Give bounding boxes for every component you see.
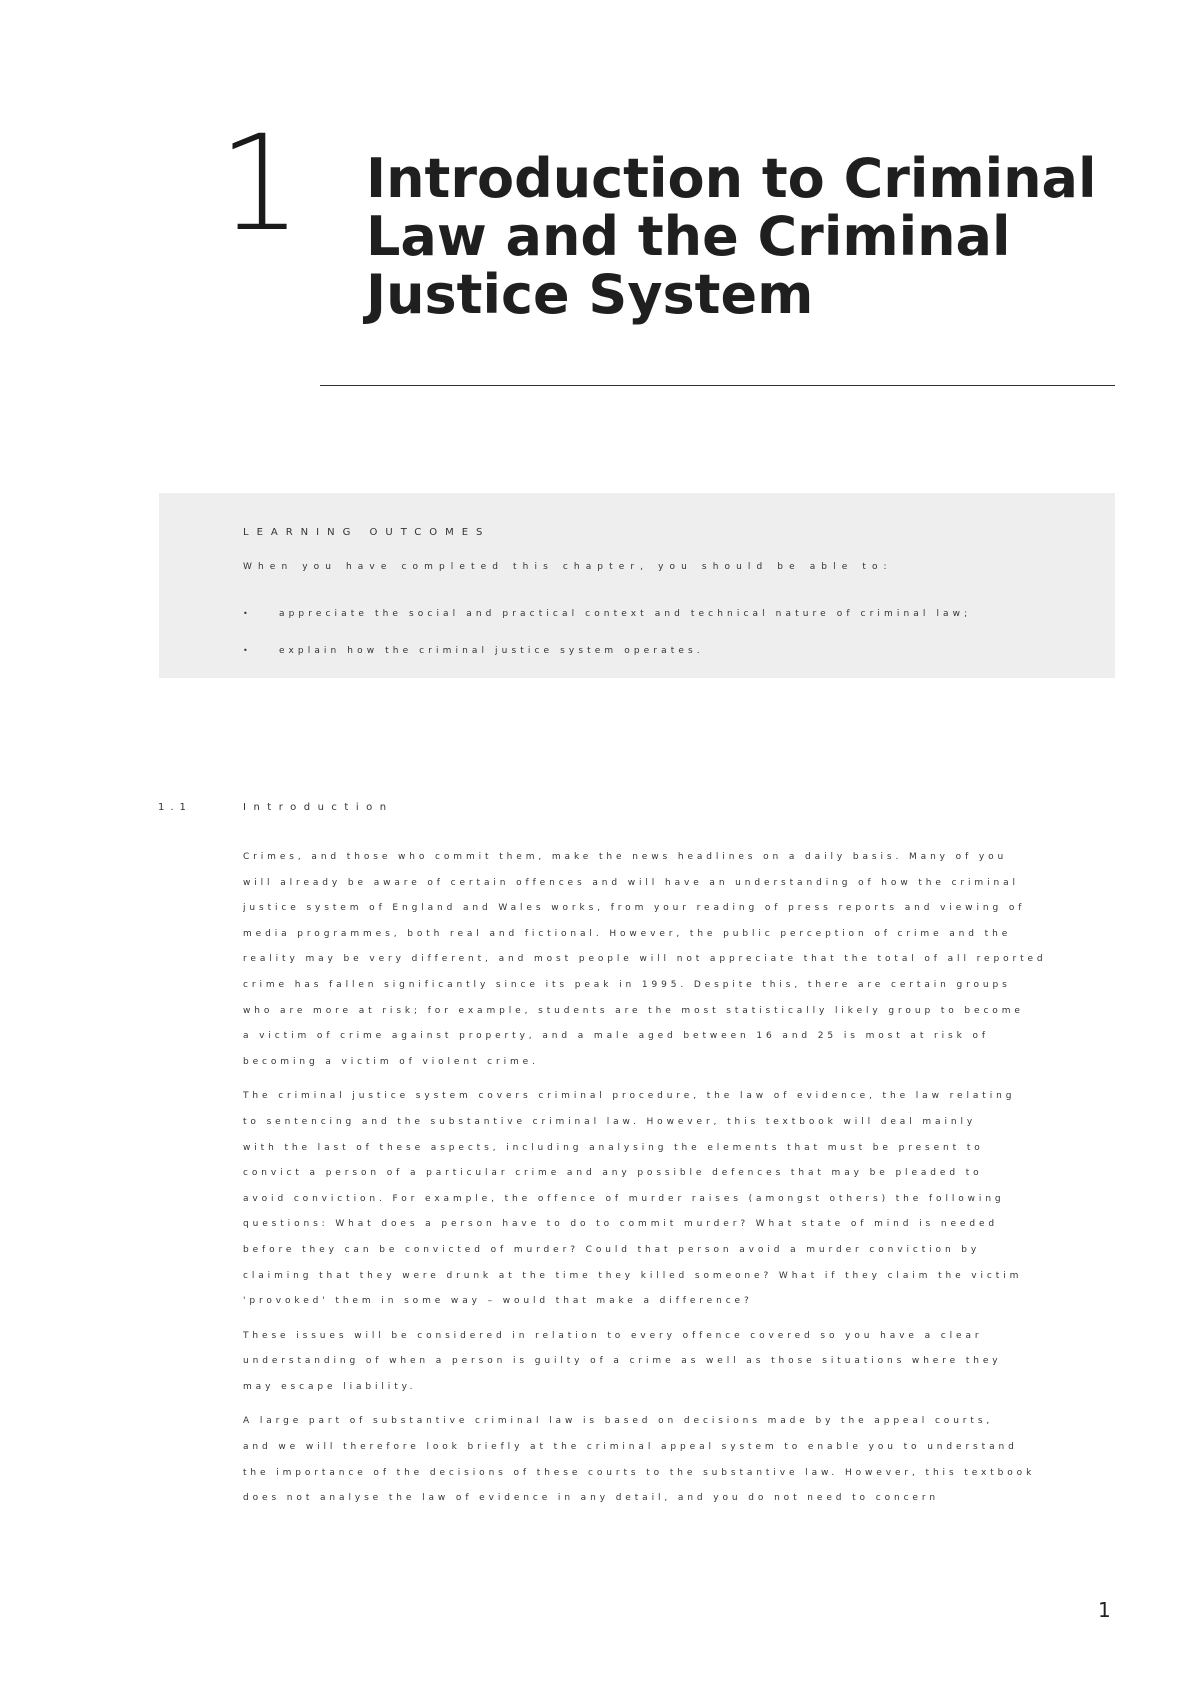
bullet-icon: • bbox=[243, 646, 248, 655]
text-line: questions: What does a person have to do to commit murder? What state of mind is needed bbox=[243, 1219, 999, 1230]
page-number: 1 bbox=[1098, 1598, 1111, 1622]
chapter-title: Introduction to Criminal Law and the Criminal Justice System bbox=[366, 147, 1097, 326]
paragraph bbox=[243, 1084, 1123, 1314]
text-line: and we will therefore look briefly at the criminal appeal system to enable you to understand bbox=[243, 1442, 1018, 1453]
text-line: crime has fallen significantly since its peak in 1995. Despite this, there are certain groups bbox=[243, 979, 1011, 990]
learning-outcome-text: appreciate the social and practical context and technical nature of criminal law; bbox=[279, 609, 972, 619]
bullet-icon: • bbox=[243, 609, 248, 618]
text-line: does not analyse the law of evidence in any detail, and you do not need to concern bbox=[243, 1493, 939, 1504]
body-text bbox=[243, 845, 1123, 1521]
text-line: a victim of crime against property, and a male aged between 16 and 25 is most at risk of bbox=[243, 1031, 989, 1042]
section-number: 1.1 bbox=[158, 802, 192, 813]
text-line: media programmes, both real and fictional. However, the public perception of crime and the bbox=[243, 928, 1012, 939]
learning-outcome-item bbox=[243, 646, 704, 656]
title-divider bbox=[320, 385, 1115, 386]
section-title: Introduction bbox=[243, 802, 394, 813]
text-line: The criminal justice system covers criminal procedure, the law of evidence, the law relating bbox=[243, 1091, 1016, 1102]
paragraph bbox=[243, 1324, 1123, 1401]
text-line: A large part of substantive criminal law is based on decisions made by the appeal courts, bbox=[243, 1416, 994, 1427]
text-line: These issues will be considered in relation to every offence covered so you have a clear bbox=[243, 1330, 983, 1341]
text-line: 'provoked' them in some way – would that make a difference? bbox=[243, 1296, 753, 1307]
text-line: before they can be convicted of murder? Could that person avoid a murder conviction by bbox=[243, 1244, 981, 1255]
learning-outcome-text: explain how the criminal justice system operates. bbox=[279, 646, 704, 656]
text-line: may escape liability. bbox=[243, 1381, 417, 1392]
paragraph bbox=[243, 845, 1123, 1075]
text-line: Crimes, and those who commit them, make the news headlines on a daily basis. Many of you bbox=[243, 852, 1008, 862]
learning-outcomes-intro: When you have completed this chapter, you should be able to: bbox=[243, 562, 893, 572]
learning-outcomes-heading: LEARNING OUTCOMES bbox=[243, 527, 491, 538]
chapter-number: 1 bbox=[218, 107, 298, 261]
text-line: will already be aware of certain offences and will have an understanding of how the criminal bbox=[243, 877, 1019, 888]
text-line: reality may be very different, and most people will not appreciate that the total of all reported bbox=[243, 954, 1047, 965]
learning-outcome-item bbox=[243, 609, 971, 619]
text-line: to sentencing and the substantive criminal law. However, this textbook will deal mainly bbox=[243, 1116, 977, 1127]
text-line: avoid conviction. For example, the offence of murder raises (amongst others) the following bbox=[243, 1193, 1005, 1204]
paragraph bbox=[243, 1409, 1123, 1511]
text-line: who are more at risk; for example, students are the most statistically likely group to become bbox=[243, 1005, 1024, 1016]
text-line: the importance of the decisions of these courts to the substantive law. However, this textbook bbox=[243, 1467, 1036, 1478]
text-line: with the last of these aspects, including analysing the elements that must be present to bbox=[243, 1142, 984, 1153]
text-line: convict a person of a particular crime and any possible defences that may be pleaded to bbox=[243, 1168, 983, 1179]
text-line: becoming a victim of violent crime. bbox=[243, 1056, 539, 1067]
text-line: understanding of when a person is guilty of a crime as well as those situations where they bbox=[243, 1356, 1002, 1367]
text-line: justice system of England and Wales works, from your reading of press reports and viewing of bbox=[243, 903, 1026, 914]
text-line: claiming that they were drunk at the time they killed someone? What if they claim the victim bbox=[243, 1270, 1023, 1281]
